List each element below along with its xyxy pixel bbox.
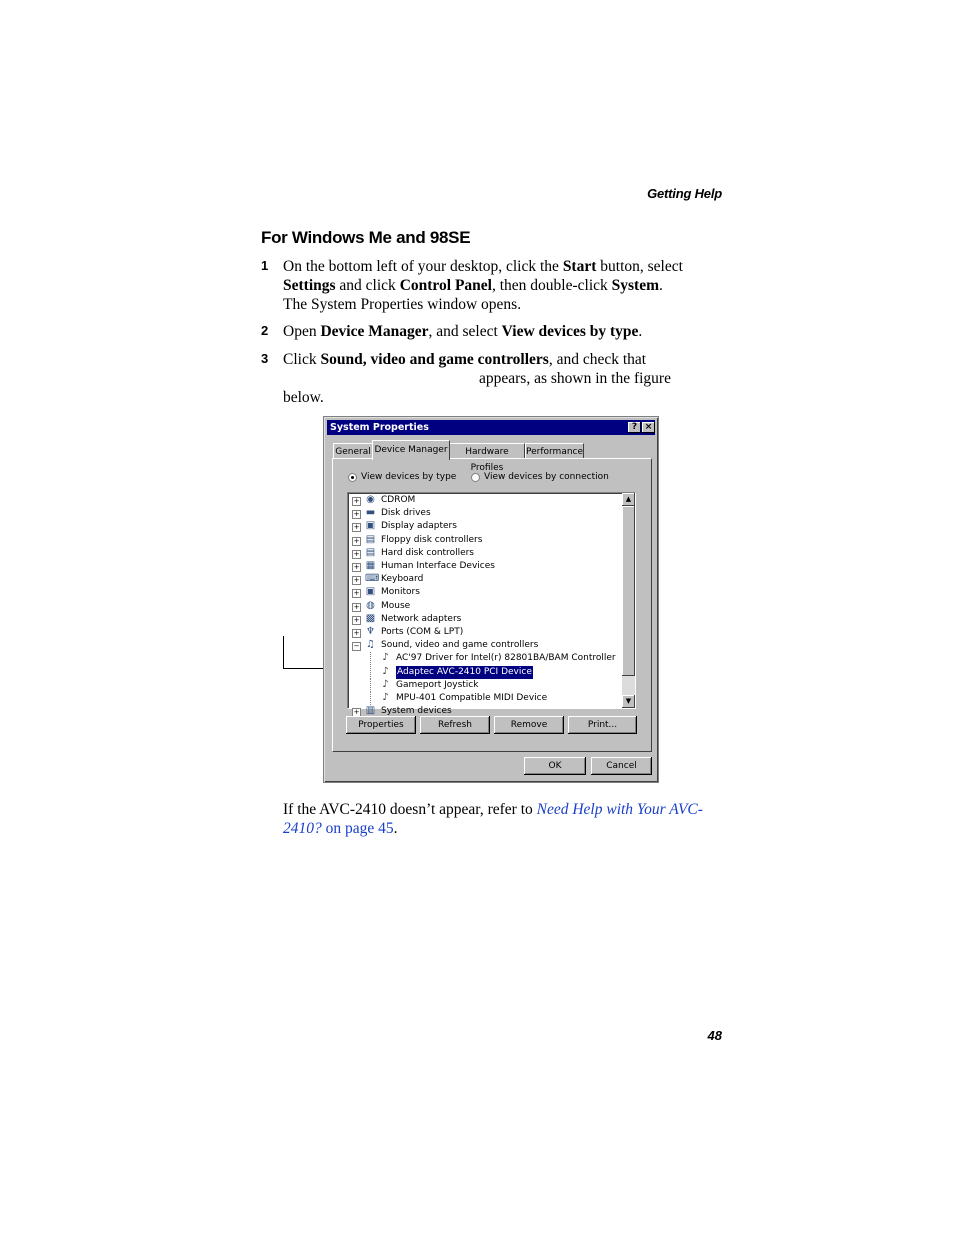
expand-icon[interactable]: + (353, 576, 360, 585)
title-bar (327, 420, 655, 435)
hid-icon: ▦ (365, 560, 376, 571)
tree-item[interactable] (348, 600, 623, 613)
section-header: Getting Help (647, 186, 722, 201)
help-button[interactable]: ? (628, 422, 641, 433)
tree-item-label: MPU-401 Compatible MIDI Device (396, 693, 548, 703)
tree-item[interactable] (348, 520, 623, 533)
cd-icon: ◉ (366, 494, 375, 505)
expand-icon[interactable]: + (353, 536, 360, 545)
mouse-icon: ◍ (366, 599, 375, 611)
tree-item-label: System devices (381, 706, 452, 717)
cancel-button[interactable]: Cancel (591, 757, 652, 775)
tree-item-label: Hard disk controllers (381, 547, 474, 558)
radio-label: View devices by connection (484, 472, 609, 482)
system-properties-dialog (323, 416, 659, 783)
close-button[interactable]: × (642, 422, 655, 433)
scroll-down-icon[interactable]: ▼ (622, 695, 635, 708)
print-button[interactable]: Print... (568, 716, 637, 734)
step-number: 3 (261, 351, 269, 366)
step-text: Click Sound, video and game controllers, and check that appears, as shown in the figure below. (283, 351, 671, 406)
step-number: 1 (261, 258, 269, 273)
disk-icon: ▬ (365, 507, 376, 519)
expand-icon[interactable]: + (353, 510, 360, 519)
tree-item[interactable] (348, 573, 623, 586)
expand-icon[interactable]: + (353, 708, 360, 717)
step-text: On the bottom left of your desktop, click the Start button, select Settings and click Control Panel, then double-click System. The System Properties window opens. (283, 258, 683, 313)
tree-item-label: Human Interface Devices (381, 561, 495, 571)
speaker-icon: ♫ (366, 639, 375, 651)
callout-line (283, 636, 284, 669)
hdd-icon: ▤ (365, 546, 376, 558)
properties-button[interactable]: Properties (346, 716, 416, 734)
tree-item[interactable] (348, 666, 623, 679)
tree-item[interactable] (348, 586, 623, 599)
expand-icon[interactable]: + (353, 629, 360, 637)
sound-device-icon: ♪ (382, 652, 389, 664)
help-reference-text: If the AVC-2410 doesn’t appear, refer to Need Help with Your AVC-2410? on page 45. (283, 801, 703, 837)
tree-item-label: CDROM (381, 495, 416, 505)
tree-item-label: Ports (COM & LPT) (381, 627, 464, 637)
tab-hardware-profiles[interactable]: Hardware Profiles (449, 443, 525, 459)
tree-item[interactable] (348, 639, 623, 652)
tree-item-label: Floppy disk controllers (381, 534, 483, 545)
port-icon: ♆ (366, 626, 375, 637)
tree-connector (370, 679, 372, 692)
collapse-icon[interactable]: − (353, 642, 360, 651)
remove-button[interactable]: Remove (494, 716, 564, 734)
tree-item-label: Network adapters (381, 613, 462, 624)
tab-general[interactable]: General (333, 443, 373, 459)
tree-item-label: Monitors (381, 587, 420, 598)
tree-item-label: Gameport Joystick (396, 679, 479, 690)
tree-item-label: AC'97 Driver for Intel(r) 82801BA/BAM Controller (396, 653, 616, 664)
expand-icon[interactable]: + (353, 563, 360, 571)
tree-item[interactable] (348, 679, 623, 692)
monitor-icon: ▣ (365, 586, 376, 598)
step-number: 2 (261, 323, 269, 338)
expand-icon[interactable]: + (353, 549, 360, 558)
network-icon: ▩ (365, 612, 376, 624)
expand-icon[interactable]: + (353, 589, 360, 598)
tree-item-label: Disk drives (381, 508, 431, 519)
radio-view-by-connection[interactable] (471, 473, 480, 482)
tree-item[interactable] (348, 692, 623, 705)
sound-device-icon: ♪ (382, 665, 389, 677)
dialog-title: System Properties (330, 422, 429, 433)
radio-label: View devices by type (361, 472, 457, 482)
page-number: 48 (707, 1028, 722, 1043)
floppy-icon: ▤ (365, 533, 376, 545)
sound-device-icon: ♪ (382, 678, 389, 690)
tree-connector (370, 692, 372, 705)
tree-connector (370, 652, 372, 665)
tree-item[interactable] (348, 547, 623, 560)
sound-device-icon: ♪ (382, 692, 389, 703)
tree-item-label: Mouse (381, 600, 411, 611)
tree-item-label: Display adapters (381, 521, 457, 532)
device-tree[interactable] (347, 492, 636, 717)
system-icon: ▥ (365, 705, 376, 717)
scroll-up-icon[interactable]: ▲ (622, 493, 635, 506)
scroll-thumb[interactable] (622, 506, 635, 676)
refresh-button[interactable]: Refresh (420, 716, 490, 734)
tree-item[interactable] (348, 652, 623, 665)
tree-item-label: Sound, video and game controllers (381, 640, 539, 651)
ok-button[interactable]: OK (524, 757, 586, 775)
radio-view-by-type[interactable] (348, 473, 357, 482)
expand-icon[interactable]: + (353, 602, 360, 611)
expand-icon[interactable]: + (353, 523, 360, 532)
keyboard-icon: ⌨ (365, 573, 380, 585)
step-text-tail: The System Properties window opens. (283, 296, 522, 313)
tree-item[interactable] (348, 494, 623, 507)
tree-item[interactable] (348, 560, 623, 573)
expand-icon[interactable]: + (353, 497, 360, 505)
tree-connector (370, 666, 372, 679)
section-heading: For Windows Me and 98SE (261, 228, 471, 247)
tree-item-label: Keyboard (381, 574, 424, 585)
tree-item[interactable] (348, 507, 623, 520)
tree-item[interactable] (348, 613, 623, 626)
tree-scrollbar[interactable] (622, 493, 635, 708)
tree-item[interactable] (348, 626, 623, 639)
expand-icon[interactable]: + (353, 615, 360, 624)
tab-performance[interactable]: Performance (525, 443, 584, 459)
tree-item-label: Adaptec AVC-2410 PCI Device (397, 666, 532, 677)
help-link[interactable]: Need Help with Your AVC-2410? on page 45 (283, 801, 703, 837)
tree-item[interactable] (348, 534, 623, 547)
monitor-icon: ▣ (365, 520, 376, 532)
tab-device-manager[interactable]: Device Manager (372, 440, 450, 460)
step-text: Open Device Manager, and select View devices by type. (283, 323, 643, 340)
